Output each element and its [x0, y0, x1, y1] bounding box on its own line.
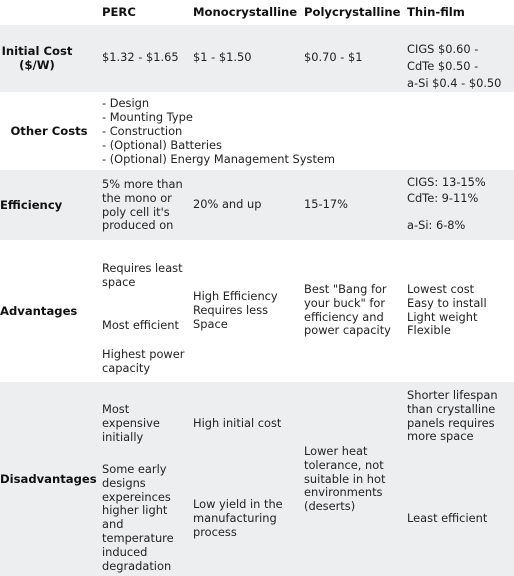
row-header-disadvantages: Disadvantages — [0, 472, 97, 486]
cell-thin-disadvantages-1: Shorter lifespan than crystalline panels requires more space — [407, 388, 498, 444]
cell-perc-disadvantages-1: Most expensive initially — [102, 402, 160, 444]
cell-thin-disadvantages-2: Least efficient — [407, 511, 488, 525]
cell-poly-advantages: Best "Bang for your buck" for efficiency and power capacity — [304, 282, 391, 338]
cell-poly-disadvantages: Lower heat tolerance, not suitable in hot environments (deserts) — [304, 444, 386, 514]
cell-perc-advantages-2: Most efficient — [102, 318, 179, 332]
cell-perc-disadvantages-2: Some early designs expereinces higher light and temperature induced degradation — [102, 462, 174, 573]
table-row-disadvantages — [0, 382, 514, 576]
row-header-initial-cost: Initial Cost ($/W) — [1, 44, 73, 72]
cell-thin-efficiency: CIGS: 13-15% CdTe: 9-11% a-Si: 6-8% — [407, 175, 486, 232]
cell-thin-initial-cost: CIGS $0.60 - CdTe $0.50 - a-Si $0.4 - $0.50 — [407, 42, 502, 90]
cell-perc-efficiency: 5% more than the mono or poly cell it's produced on — [102, 177, 183, 233]
table-row-other-costs — [0, 92, 514, 170]
cell-poly-efficiency: 15-17% — [304, 197, 348, 211]
cell-perc-initial-cost: $1.32 - $1.65 — [102, 50, 179, 64]
column-header-perc: PERC — [102, 5, 136, 19]
row-header-advantages: Advantages — [0, 304, 78, 318]
cell-mono-disadvantages-2: Low yield in the manufacturing process — [193, 497, 283, 539]
row-header-efficiency: Efficiency — [0, 198, 63, 212]
column-header-polycrystalline: Polycrystalline — [304, 5, 401, 19]
cell-mono-initial-cost: $1 - $1.50 — [193, 50, 252, 64]
cell-perc-advantages-1: Requires least space — [102, 261, 183, 289]
table-row-advantages — [0, 240, 514, 382]
table-row-initial-cost — [0, 25, 514, 92]
cell-mono-advantages: High Efficiency Requires less Space — [193, 289, 278, 331]
column-header-monocrystalline: Monocrystalline — [193, 5, 298, 19]
cell-poly-initial-cost: $0.70 - $1 — [304, 50, 363, 64]
cell-thin-advantages: Lowest cost Easy to install Light weight Flexible — [407, 282, 487, 338]
cell-perc-advantages-3: Highest power capacity — [102, 347, 185, 375]
column-header-thin-film: Thin-film — [407, 5, 465, 19]
row-header-other-costs: Other Costs — [10, 124, 88, 138]
cell-other-costs-list: - Design - Mounting Type - Construction - (Optional) Batteries - (Optional) Energy Management System — [102, 96, 336, 166]
cell-mono-disadvantages-1: High initial cost — [193, 416, 282, 430]
cell-mono-efficiency: 20% and up — [193, 197, 262, 211]
table-row-efficiency — [0, 170, 514, 240]
